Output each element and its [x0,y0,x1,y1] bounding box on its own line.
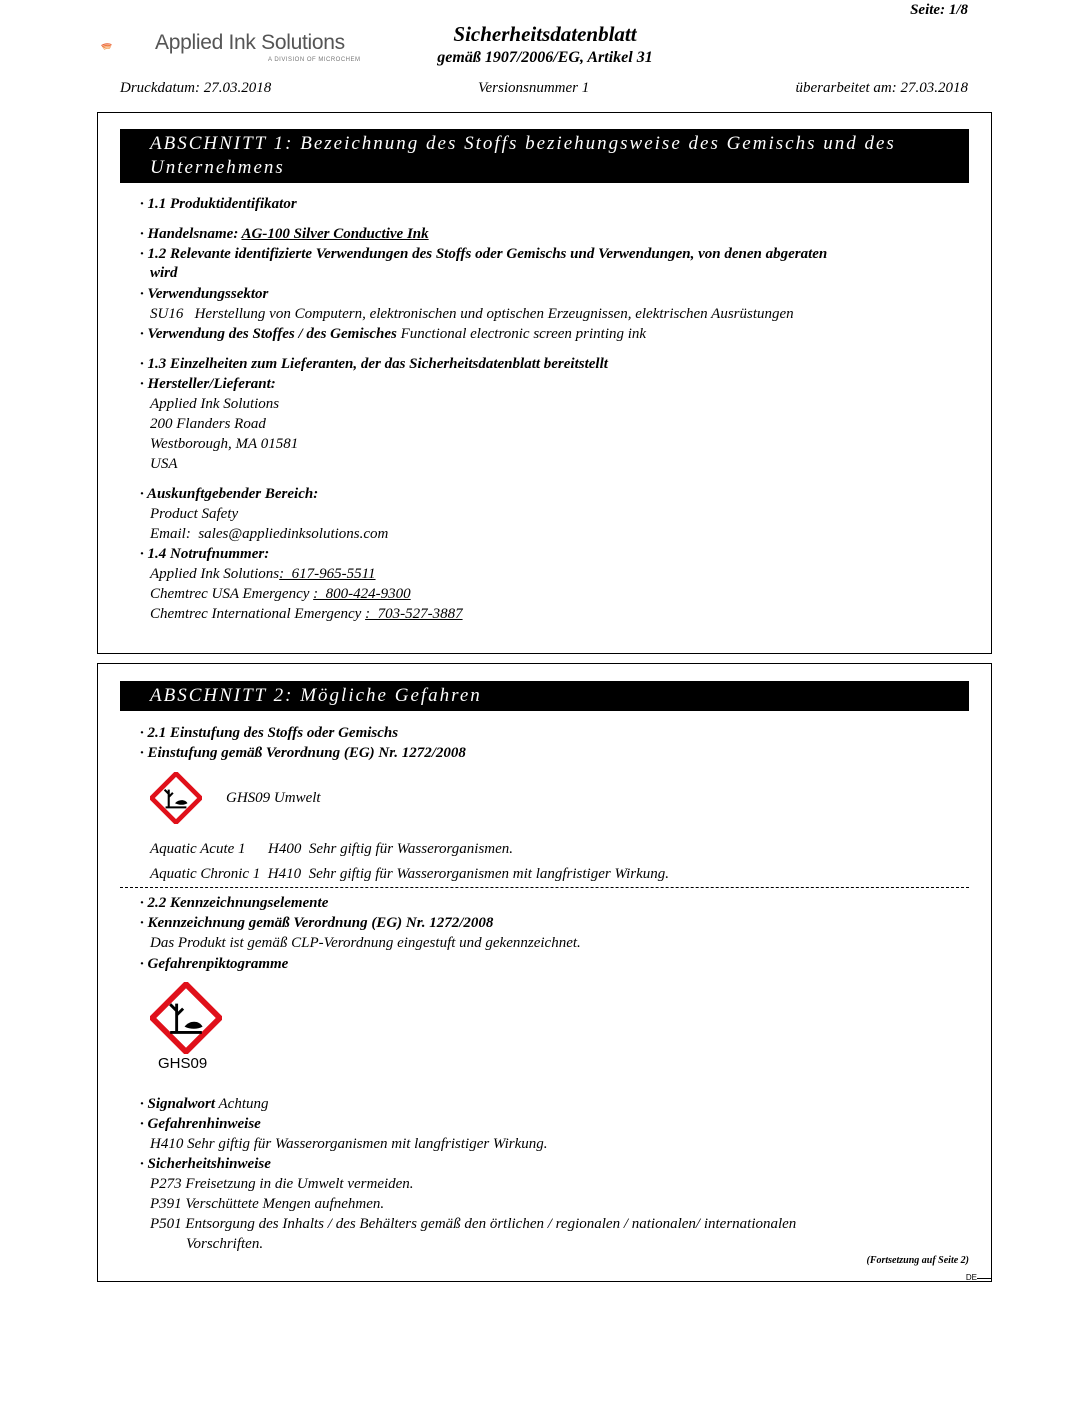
aquatic-acute: Aquatic Acute 1 H400 Sehr giftig für Wasserorganismen. [150,841,514,857]
labelling-text: Das Produkt ist gemäß CLP-Verordnung eingestuft und gekennzeichnet. [150,935,581,951]
section-1-box: ABSCHNITT 1: Bezeichnung des Stoffs beziehungsweise des Gemischs und des Unternehmens · 1.1 Produktidentifikator · Handelsname: AG-100 Silver Conductive Ink · 1.2 Relevante identifizierte Verwendungen des Stoffs oder Gemischs und Verwendungen, von denen abgeraten wird · Verwendungssektor SU16 Herstellung von Computern, elektronischen und optischen Erzeugnissen, elektrischen Ausrüstungen · Verwendung des Stoffes / des Gemisches Functional electronic screen printing ink · 1.3 Einzelheiten zum Lieferanten, der das Sicherheitsdatenblatt bereitstellt · Hersteller/Lieferant: Applied Ink Solutions 200 Flanders Road Westborough, MA 01581 USA · Auskunftgebender Bereich: Product Safety Email: sales@appliedinksolutions.com · 1.4 Notrufnummer: Applied Ink Solutions: 617-965-5511 Chemtrec USA Emergency : 800-424-9300 Chemtrec International Emergency : 703-527-3887 [97,112,992,654]
hazard-statements-label: · Gefahrenhinweise [140,1116,261,1132]
section-2-1-heading: · 2.1 Einstufung des Stoffs oder Gemischs [140,725,399,741]
emergency-1-label: Applied Ink Solutions [150,566,280,582]
emergency-1-phone: : 617-965-5511 [279,566,376,582]
sector-label: · Verwendungssektor [140,286,269,302]
print-date: Druckdatum: 27.03.2018 [120,80,272,96]
ghs09-label: GHS09 Umwelt [226,790,321,806]
section-1-2-heading: · 1.2 Relevante identifizierte Verwendungen des Stoffs oder Gemischs und Verwendungen, von denen abgeraten [140,246,828,262]
page-number: Seite: 1/8 [910,2,968,18]
footer-rule [977,1278,991,1279]
logo-swoosh-icon [100,24,160,68]
sector-value: SU16 Herstellung von Computern, elektronischen und optischen Erzeugnissen, elektrischen Ausrüstungen [150,306,794,322]
p501-continuation: Vorschriften. [186,1236,264,1252]
ghs09-code: GHS09 [158,1055,208,1072]
language-code: DE [965,1273,977,1282]
p391-statement: P391 Verschüttete Mengen aufnehmen. [150,1196,385,1212]
pictograms-label: · Gefahrenpiktogramme [140,956,289,972]
emergency-3-phone: : 703-527-3887 [365,606,463,622]
trade-name-value: AG-100 Silver Conductive Ink [241,226,429,242]
version-number: Versionsnummer 1 [478,80,590,96]
p273-statement: P273 Freisetzung in die Umwelt vermeiden. [150,1176,414,1192]
p501-statement: P501 Entsorgung des Inhalts / des Behälters gemäß den örtlichen / regionalen / nationalen/ internationalen [150,1216,797,1232]
signal-word-label: · Signalwort [140,1096,216,1112]
precautionary-label: · Sicherheitshinweise [140,1156,271,1172]
document-title: Sicherheitsdatenblatt [453,22,637,46]
section-1-heading: ABSCHNITT 1: Bezeichnung des Stoffs beziehungsweise des Gemischs und des Unternehmens [120,129,969,183]
use-label: · Verwendung des Stoffes / des Gemisches [140,326,397,342]
revised-date: überarbeitet am: 27.03.2018 [795,80,968,96]
logo-subtext: A DIVISION OF MICROCHEM [268,57,361,63]
use-value: Functional electronic screen printing ink [396,326,647,342]
document-subtitle: gemäß 1907/2006/EG, Artikel 31 [437,49,653,66]
info-label: · Auskunftgebender Bereich: [140,486,319,502]
address-line-3: Westborough, MA 01581 [150,436,299,452]
emergency-2-phone: : 800-424-9300 [313,586,411,602]
emergency-3-label: Chemtrec International Emergency [150,606,366,622]
divider [120,887,969,888]
section-1-1-heading: · 1.1 Produktidentifikator [140,196,297,212]
logo-text: Applied Ink Solutions [155,31,345,54]
continued-note: (Fortsetzung auf Seite 2) [866,1255,969,1266]
signal-word-value: Achtung [215,1096,269,1112]
address-line-2: 200 Flanders Road [150,416,266,432]
address-line-1: Applied Ink Solutions [150,396,280,412]
emergency-2-label: Chemtrec USA Emergency [150,586,314,602]
section-2-2-heading: · 2.2 Kennzeichnungselemente [140,895,329,911]
ghs09-pictogram-icon [150,982,222,1054]
ghs09-environment-icon [150,772,202,824]
aquatic-chronic: Aquatic Chronic 1 H410 Sehr giftig für Wasserorganismen mit langfristiger Wirkung. [150,866,670,882]
section-1-3-heading: · 1.3 Einzelheiten zum Lieferanten, der das Sicherheitsdatenblatt bereitstellt [140,356,608,372]
classification-label: · Einstufung gemäß Verordnung (EG) Nr. 1272/2008 [140,745,466,761]
info-line-1: Product Safety [150,506,239,522]
address-line-4: USA [150,456,178,472]
labelling-regulation: · Kennzeichnung gemäß Verordnung (EG) Nr. 1272/2008 [140,915,494,931]
trade-name-label: · Handelsname: [140,226,242,242]
manufacturer-label: · Hersteller/Lieferant: [140,376,276,392]
section-2-box [97,663,992,1282]
section-1-4-heading: · 1.4 Notrufnummer: [140,546,270,562]
section-2-heading: ABSCHNITT 2: Mögliche Gefahren [120,681,969,711]
info-email: Email: sales@appliedinksolutions.com [150,526,389,542]
h410-statement: H410 Sehr giftig für Wasserorganismen mit langfristiger Wirkung. [150,1136,548,1152]
